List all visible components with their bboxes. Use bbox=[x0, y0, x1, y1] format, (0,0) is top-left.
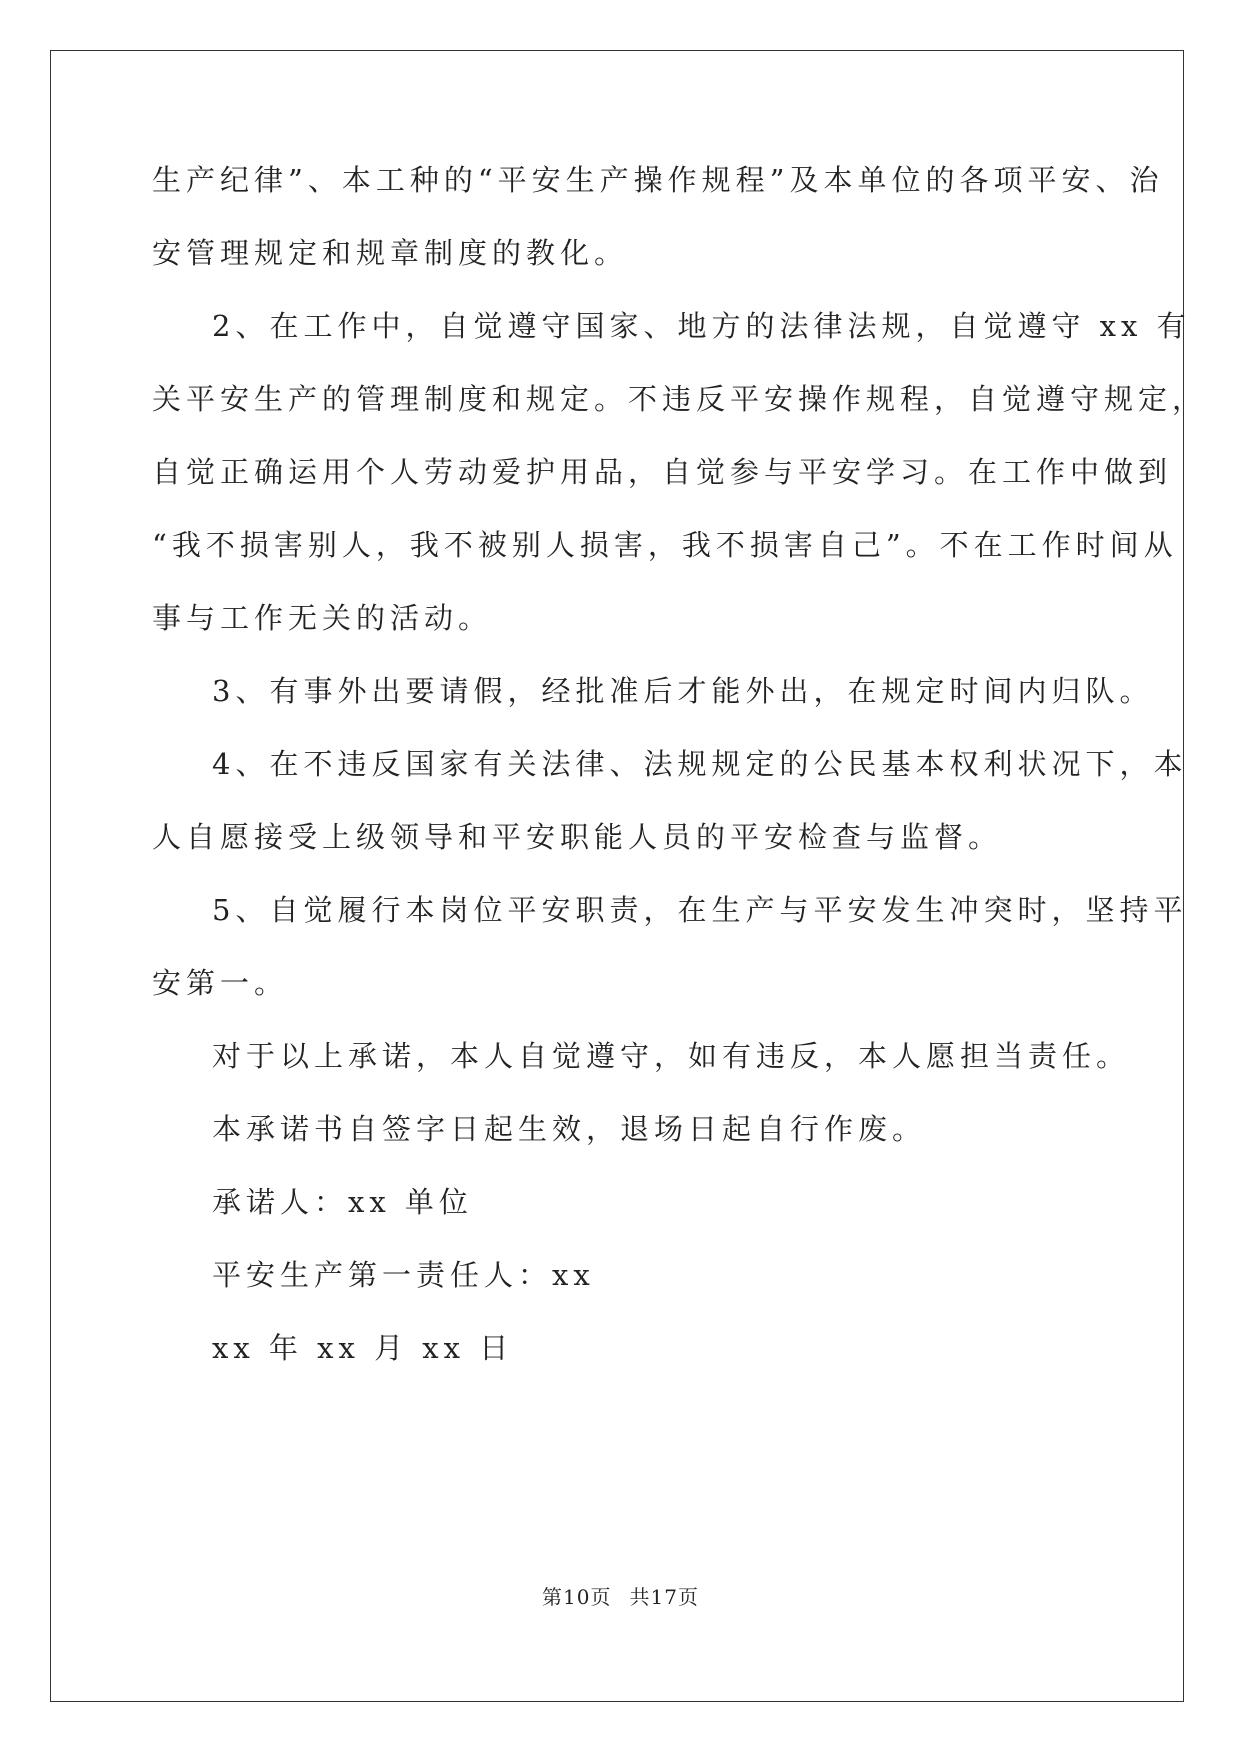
paragraph-line: 人自愿接受上级领导和平安职能人员的平安检查与监督。 bbox=[152, 820, 1003, 854]
paragraph-line: 5、自觉履行本岗位平安职责，在生产与平安发生冲突时，坚持平 bbox=[212, 893, 1188, 927]
paragraph-line: 4、在不违反国家有关法律、法规规定的公民基本权利状况下，本 bbox=[212, 747, 1188, 781]
responsible-person-line: 平安生产第一责任人：xx bbox=[212, 1258, 595, 1292]
paragraph-line: 安第一。 bbox=[152, 966, 289, 1000]
paragraph-line: “我不损害别人，我不被别人损害，我不损害自己”。不在工作时间从 bbox=[152, 528, 1178, 562]
current-page-number: 第10页 bbox=[542, 1585, 612, 1609]
paragraph-line: 安管理规定和规章制度的教化。 bbox=[152, 236, 629, 270]
paragraph-line: 事与工作无关的活动。 bbox=[152, 601, 493, 635]
promisor-line: 承诺人：xx 单位 bbox=[212, 1185, 473, 1219]
page-footer bbox=[0, 1581, 1241, 1610]
paragraph-line: 自觉正确运用个人劳动爱护用品，自觉参与平安学习。在工作中做到 bbox=[152, 455, 1173, 489]
paragraph-line: 3、有事外出要请假，经批准后才能外出，在规定时间内归队。 bbox=[212, 674, 1154, 708]
page-border bbox=[50, 50, 1184, 1702]
paragraph-line: 生产纪律”、本工种的“平安生产操作规程”及本单位的各项平安、治 bbox=[152, 163, 1164, 197]
total-pages: 共17页 bbox=[629, 1585, 699, 1609]
paragraph-line: 本承诺书自签字日起生效，退场日起自行作废。 bbox=[212, 1112, 927, 1146]
paragraph-line: 对于以上承诺，本人自觉遵守，如有违反，本人愿担当责任。 bbox=[212, 1039, 1131, 1073]
date-line: xx 年 xx 月 xx 日 bbox=[212, 1331, 514, 1365]
paragraph-line: 2、在工作中，自觉遵守国家、地方的法律法规，自觉遵守 xx 有 bbox=[212, 309, 1191, 343]
paragraph-line: 关平安生产的管理制度和规定。不违反平安操作规程，自觉遵守规定， bbox=[152, 382, 1207, 416]
